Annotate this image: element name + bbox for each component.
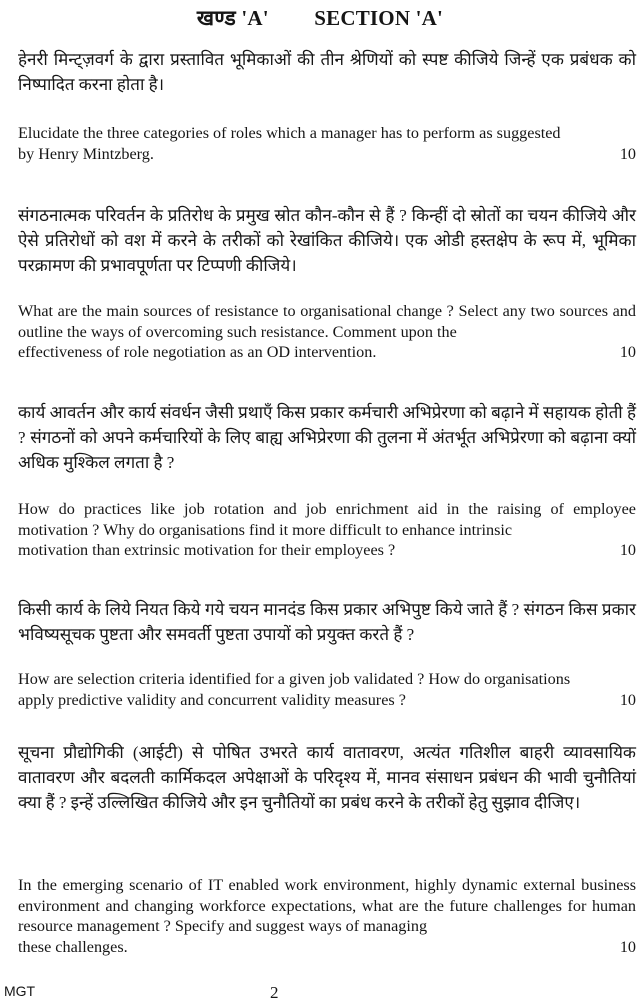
question-text: In the emerging scenario of IT enabled work environment, highly dynamic external business environment and changing workforce expectations, what are the future challenges for human resource management ? Specify and suggest ways of managing xyxy=(18,876,636,935)
question-5-english xyxy=(18,875,636,957)
question-4-hindi: किसी कार्य के लिये नियत किये गये चयन मानदंड किस प्रकार अभिपुष्ट किये जाते हैं ? संगठन किस प्रकार भविष्यसूचक पुष्टता और समवर्ती पुष्टता उपायों को प्रयुक्त करते हैं ? xyxy=(18,600,636,644)
question-text-end: these challenges. xyxy=(18,937,128,956)
question-text-end: motivation than extrinsic motivation for their employees ? xyxy=(18,541,396,559)
question-1-hindi: हेनरी मिन्ट्ज़वर्ग के द्वारा प्रस्तावित भूमिकाओं की तीन श्रेणियों को स्पष्ट कीजिये जिन्हें एक प्रबंधक को निष्पादित करना होता है। xyxy=(18,50,636,94)
paper-code: MGT xyxy=(4,983,36,999)
marks: 10 xyxy=(619,690,636,709)
marks: 10 xyxy=(619,937,636,956)
question-text-end: apply predictive validity and concurrent validity measures ? xyxy=(18,690,406,709)
marks: 10 xyxy=(619,343,636,361)
question-last-line xyxy=(18,342,636,363)
section-heading xyxy=(0,6,640,30)
question-last-line xyxy=(18,144,636,165)
question-text: How do practices like job rotation and job enrichment aid in the raising of employee motivation ? Why do organisations find it more difficult to enhance intrinsic xyxy=(18,500,636,539)
question-text: What are the main sources of resistance to organisational change ? Select any two sources and outline the ways of overcoming such resistance. Comment upon the xyxy=(18,302,636,341)
section-heading-english: SECTION 'A' xyxy=(314,6,444,30)
question-last-line xyxy=(18,540,636,561)
question-text: Elucidate the three categories of roles which a manager has to perform as suggested xyxy=(18,124,561,142)
page-number: 2 xyxy=(270,983,279,1002)
question-4-english xyxy=(18,669,636,710)
question-last-line xyxy=(18,690,636,711)
question-5-hindi: सूचना प्रौद्योगिकी (आईटी) से पोषित उभरते कार्य वातावरण, अत्यंत गतिशील बाहरी व्यावसायिक वातावरण और बदलती कार्मिकदल अपेक्षाओं के परिदृश्य में, मानव संसाधन प्रबंधन की भावी चुनौतियां क्या हैं ? इन्हें उल्लिखित कीजिये और इन चुनौतियों का प्रबंध करने के तरीकों हेतु सुझाव दीजिए। xyxy=(18,743,636,812)
question-last-line xyxy=(18,937,636,958)
question-3-hindi: कार्य आवर्तन और कार्य संवर्धन जैसी प्रथाएँ किस प्रकार कर्मचारी अभिप्रेरणा को बढ़ाने में सहायक होती हैं ? संगठनों को अपने कर्मचारियों के लिए बाह्य अभिप्रेरणा की तुलना में अंतर्भूत अभिप्रेरणा को बढ़ाना क्यों अधिक मुश्किल लगता है ? xyxy=(18,403,636,472)
question-1-english xyxy=(18,123,636,164)
question-3-english xyxy=(18,499,636,561)
question-text-end: effectiveness of role negotiation as an OD intervention. xyxy=(18,343,377,361)
marks: 10 xyxy=(619,144,636,163)
question-text-end: by Henry Mintzberg. xyxy=(18,144,154,163)
question-2-hindi: संगठनात्मक परिवर्तन के प्रतिरोध के प्रमुख स्रोत कौन-कौन से हैं ? किन्हीं दो स्रोतों का चयन कीजिये और ऐसे प्रतिरोधों को वश में करने के तरीकों को रेखांकित कीजिये। एक ओडी हस्तक्षेप के रूप में, भूमिका परक्रामण की प्रभावपूर्णता पर टिप्पणी कीजिये। xyxy=(18,206,636,275)
question-2-english xyxy=(18,301,636,363)
question-text: How are selection criteria identified for a given job validated ? How do organisations xyxy=(18,670,571,688)
section-heading-hindi: खण्ड 'A' xyxy=(196,6,269,30)
marks: 10 xyxy=(619,541,636,559)
